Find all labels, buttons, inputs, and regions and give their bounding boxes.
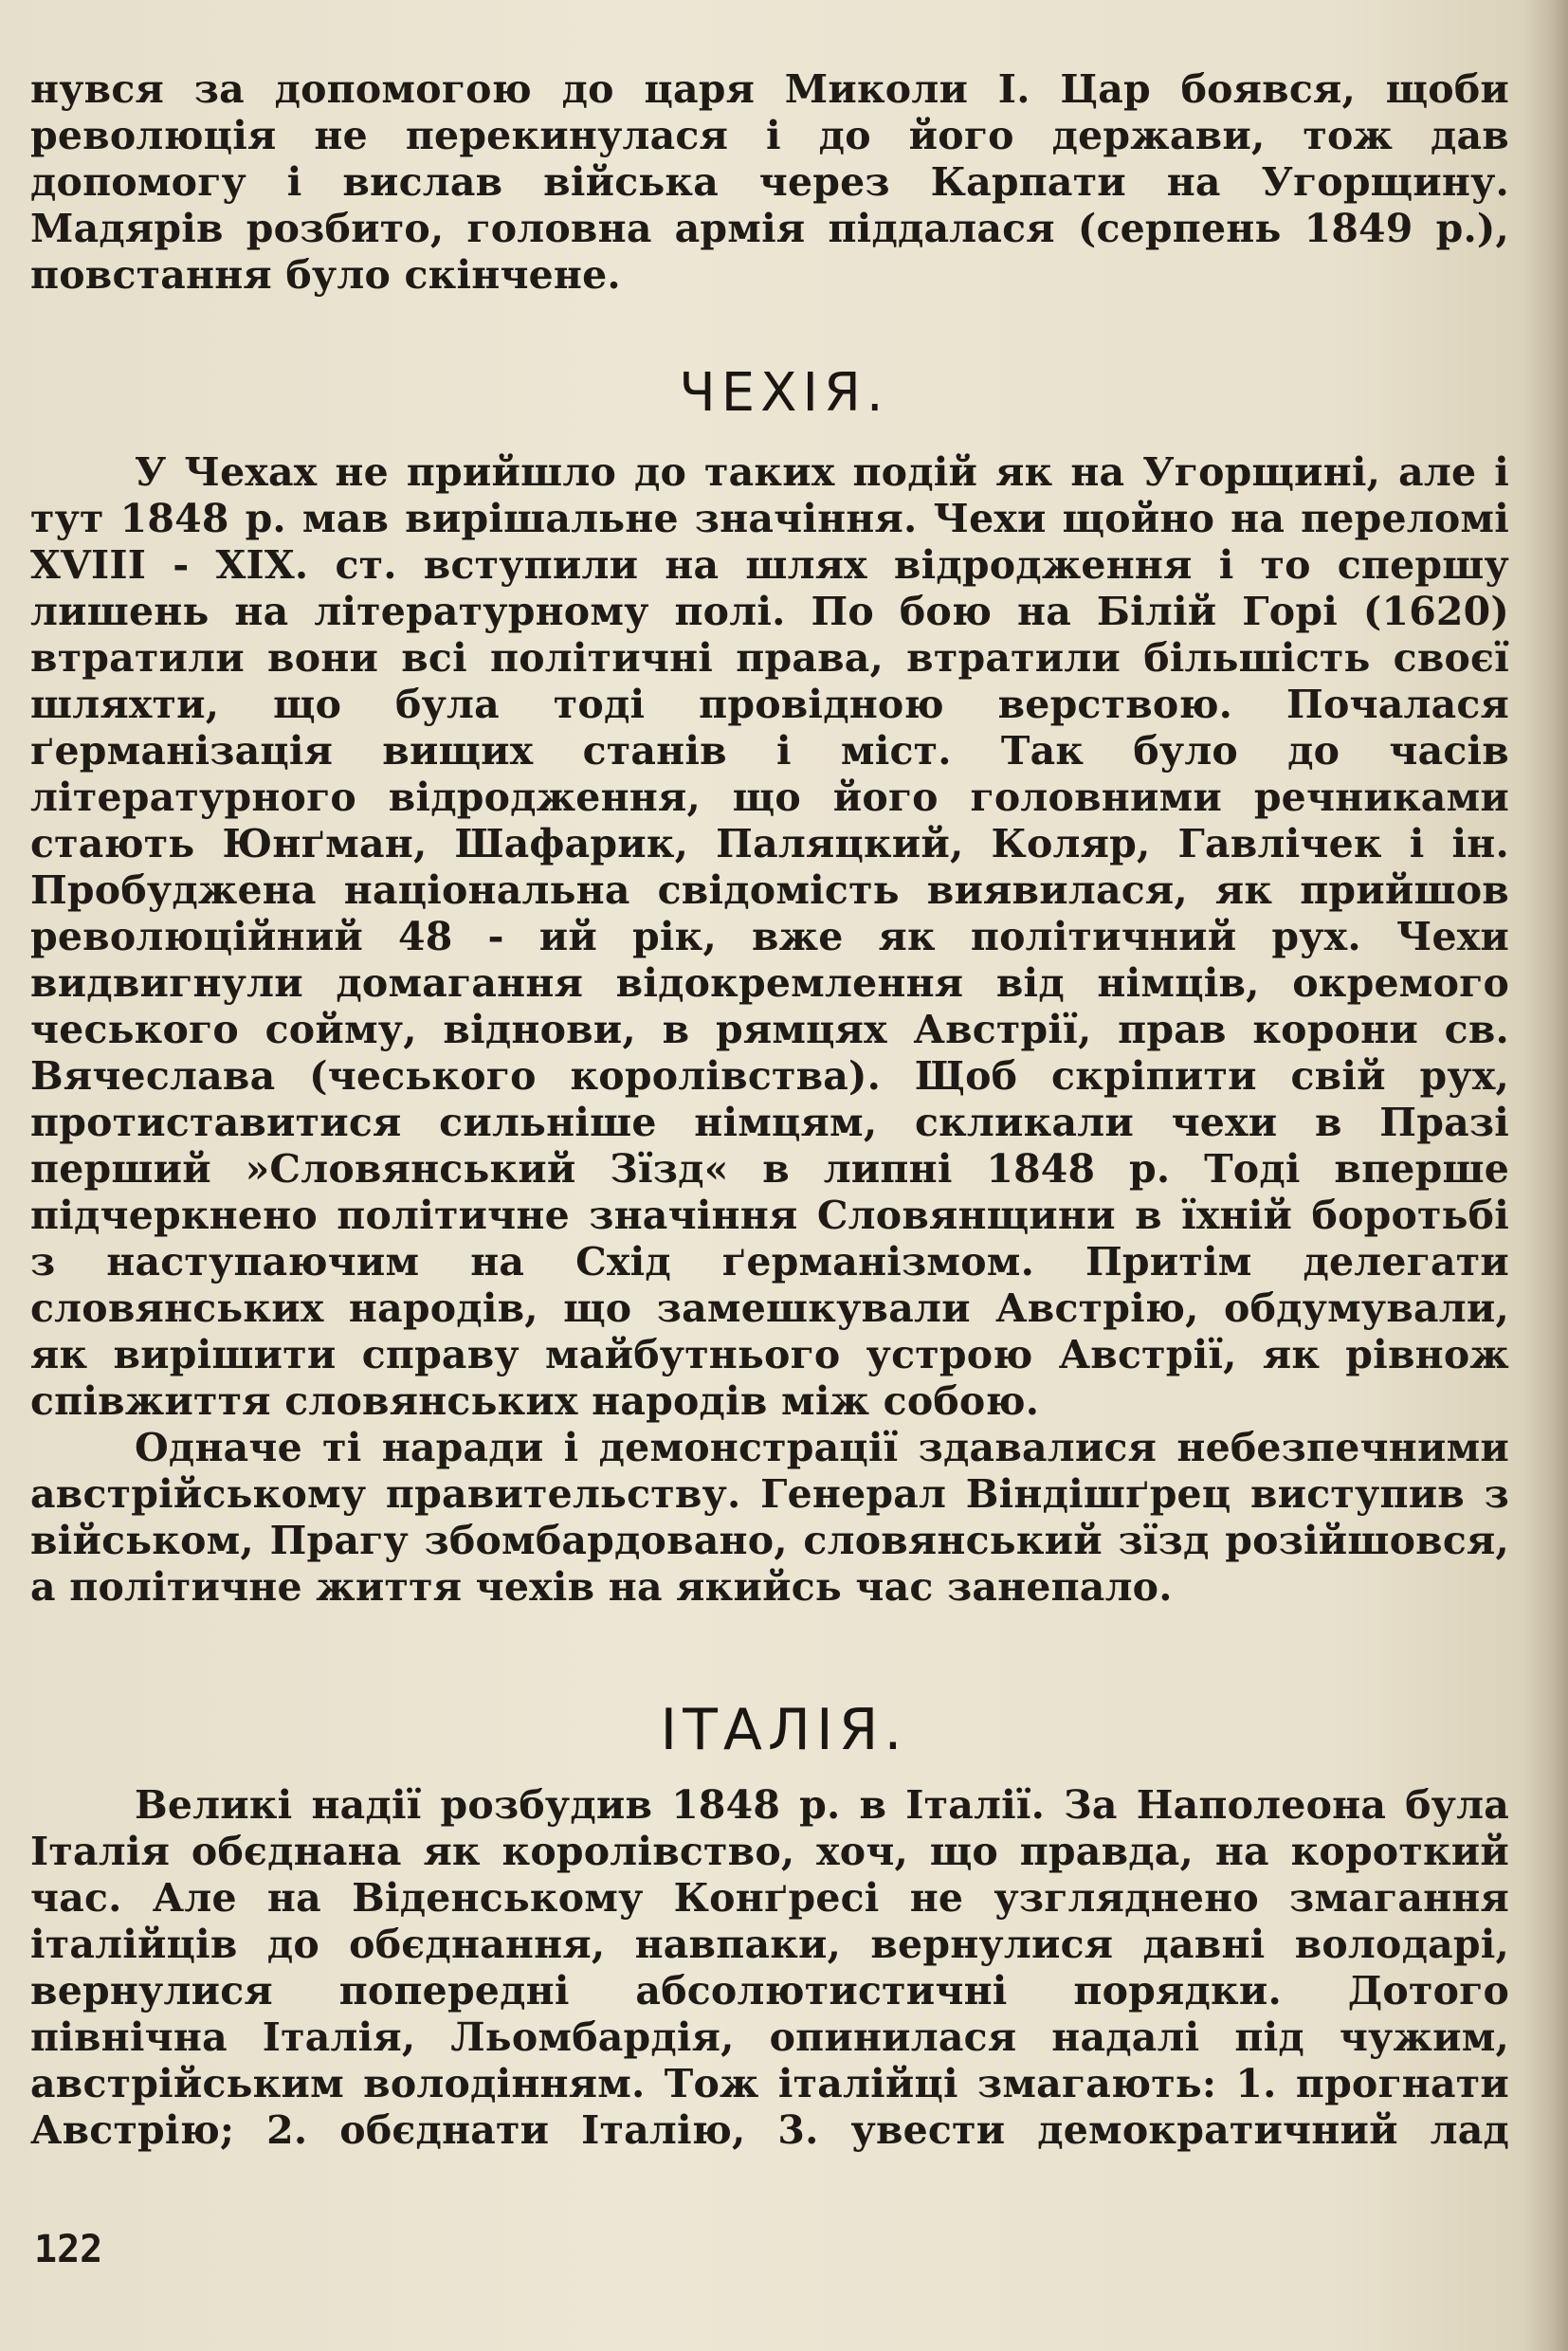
czech-paragraph-2: Одначе ті наради і демонстрації здавалися небезпечними австрійському правительству. Генерал Віндішґрец виступив з військом, Прагу збомбардовано, словянський зїзд розійшовся, а політичне життя чехів на якийсь час занепало. (30, 1425, 1509, 1610)
page-number: 122 (34, 2228, 103, 2271)
section-heading-czech: ЧЕХІЯ. (679, 362, 889, 424)
intro-line-1: нувся за допомогою до царя Миколи I. Цар боявся, щоби (30, 66, 1509, 112)
intro-paragraph-block (30, 66, 1509, 299)
czech-section-body (30, 449, 1509, 1611)
section-heading-italy: ІТАЛІЯ. (660, 1697, 908, 1763)
italy-paragraph-1: Великі надії розбудив 1848 р. в Італії. За Наполеона була Італія обєднана як королівство, хоч, що правда, на короткий час. Але на Віденському Конґресі не узгляднено змагання італійців до обєднання, навпаки, вернулися давні володарі, вернулися попередні абсолютистичні порядки. Дотого північна Італія, Льомбардія, опинилася надалі під чужим, австрійським володінням. Тож італійці змагають: 1. прогнати Австрію; 2. обєднати Італію, 3. увести демократичний лад (30, 1782, 1509, 2153)
page-edge-shadow (1522, 0, 1568, 2351)
intro-paragraph (30, 66, 1509, 299)
czech-paragraph-1: У Чехах не прийшло до таких подій як на Угорщині, але і тут 1848 р. мав вирішальне значіння. Чехи щойно на переломі XVIII - XIX. ст. вступили на шлях відродження і то спершу лишень на літературному полі. По бою на Білій Горі (1620) втратили вони всі політичні права, втратили більшість своєї шляхти, що була тоді провідною верствою. Почалася ґерманізація вищих станів і міст. Так було до часів літературного відродження, що його головними речниками стають Юнґман, Шафарик, Паляцкий, Коляр, Гавлічек і ін. Пробуджена національна свідомість виявилася, як прийшов революційний 48 - ий рік, вже як політичний рух. Чехи видвигнули домагання відокремлення від німців, окремого чеського сойму, віднови, в рямцях Австрії, прав корони св. Вячеслава (чеського королівства). Щоб скріпити свій рух, протиставитися сильніше німцям, скликали чехи в Празі перший »Словянський Зїзд« в липні 1848 р. Тоді вперше підчеркнено політичне значіння Словянщини в їхній боротьбі з наступаючим на Схід ґерманізмом. Притім делегати словянських народів, що замешкували Австрію, обдумували, як вирішити справу майбутнього устрою Австрії, як рівнож співжиття словянських народів між собою. (30, 449, 1509, 1424)
intro-line-2: революція не перекинулася і до його держави, тож дав допомогу і вислав війська через Карпати на Угорщину. Мадярів розбито, головна армія піддалася (серпень 1849 р.), повстання було скінчене. (30, 113, 1509, 298)
italy-section-body (30, 1782, 1509, 2154)
